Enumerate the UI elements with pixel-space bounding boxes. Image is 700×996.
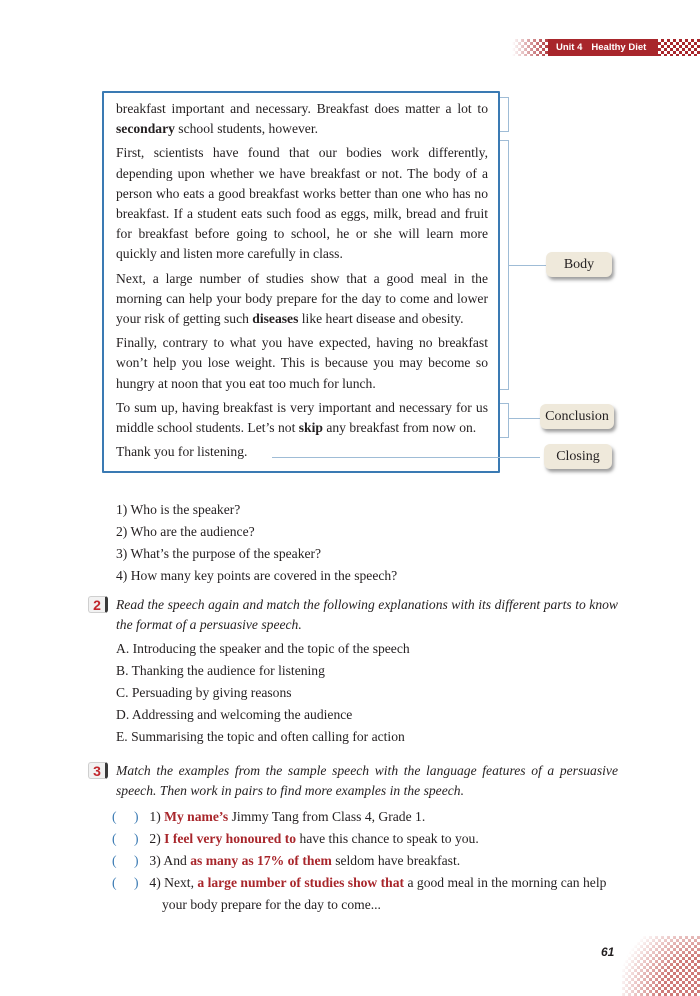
language-feature-examples	[112, 806, 622, 916]
intro-bracket	[500, 97, 509, 132]
speech-paragraph-intro-end	[116, 99, 488, 139]
unit-header-banner	[512, 39, 700, 56]
example-number: 2)	[149, 831, 161, 846]
question-item: 4) How many key points are covered in the speech?	[116, 568, 398, 583]
unit-label	[548, 39, 658, 56]
conclusion-bracket	[500, 403, 509, 438]
checker-decoration-left	[512, 39, 548, 56]
unit-number: Unit 4	[556, 42, 583, 53]
example-highlight: a large number of studies show that	[197, 875, 405, 890]
bold-word-diseases: diseases	[252, 311, 299, 327]
comprehension-questions	[116, 499, 397, 587]
text-segment: any breakfast from now on.	[322, 420, 477, 436]
text-segment: breakfast important and necessary. Breakfast does matter a lot to	[116, 101, 488, 116]
task-number-badge: 2	[88, 596, 108, 613]
unit-title: Healthy Diet	[591, 42, 647, 53]
text-segment: school students, however.	[174, 121, 318, 137]
answer-blank-close: )	[134, 831, 139, 846]
option-item: A. Introducing the speaker and the topic of the speech	[116, 641, 410, 656]
task-instruction: Read the speech again and match the following explanations with its different parts to know the format of a persuasive speech.	[116, 597, 618, 632]
task-instruction: Match the examples from the sample speech with the language features of a persuasive speech. Then work in pairs to find more examples in the speech.	[116, 763, 618, 798]
example-number: 3)	[149, 853, 161, 868]
option-item: B. Thanking the audience for listening	[116, 663, 325, 678]
example-highlight: My name’s	[164, 809, 229, 824]
example-row	[112, 828, 622, 850]
example-text: a good meal in the morning can help	[404, 875, 607, 890]
speech-paragraph-second-reason	[116, 269, 488, 330]
checker-decoration-right	[658, 39, 700, 56]
conclusion-connector-line	[509, 418, 540, 419]
body-tag: Body	[546, 252, 612, 277]
answer-blank-open[interactable]: (	[112, 831, 117, 846]
example-text: seldom have breakfast.	[331, 853, 461, 868]
text-segment: Thank you for listening.	[116, 444, 248, 460]
question-item: 2) Who are the audience?	[116, 524, 255, 539]
format-options-list	[116, 638, 410, 748]
example-number: 1)	[149, 809, 161, 824]
text-segment: To sum up, having breakfast is very important and necessary for us middle school students. Let’s not	[116, 399, 488, 436]
example-number: 4)	[149, 875, 161, 890]
example-row	[112, 872, 622, 894]
example-row-continuation: your body prepare for the day to come...	[162, 897, 381, 912]
example-row	[112, 850, 622, 872]
example-text: Next,	[164, 875, 198, 890]
answer-blank-open[interactable]: (	[112, 875, 117, 890]
task-number-badge: 3	[88, 762, 108, 779]
speech-paragraph-third-reason	[116, 333, 488, 394]
speech-paragraph-conclusion	[116, 398, 488, 438]
speech-text-box	[102, 91, 500, 473]
text-segment: First, scientists have found that our bodies work differently, depending upon whether we have breakfast or not. The body of a person who eats a good breakfast works better than one who has no breakfast. If a student eats such food as eggs, milk, bread and fruit for breakfast before going to school, he or she will learn more quickly and listen more carefully in class.	[116, 145, 488, 262]
example-text: Jimmy Tang from Class 4, Grade 1.	[228, 809, 426, 824]
answer-blank-open[interactable]: (	[112, 809, 117, 824]
option-item: C. Persuading by giving reasons	[116, 685, 292, 700]
question-item: 1) Who is the speaker?	[116, 502, 241, 517]
answer-blank-close: )	[134, 875, 139, 890]
conclusion-tag: Conclusion	[540, 404, 614, 429]
checker-decoration-corner	[622, 936, 700, 996]
closing-connector-line	[272, 457, 540, 458]
page-number: 61	[601, 945, 615, 959]
closing-tag: Closing	[544, 444, 612, 469]
answer-blank-close: )	[134, 809, 139, 824]
text-segment: Next, a large number of studies show that a good meal in the morning can help your body prepare for the day to come and lower your risk of getting such	[116, 270, 488, 327]
task-2	[88, 595, 618, 635]
body-bracket	[500, 140, 509, 390]
option-item: E. Summarising the topic and often calling for action	[116, 729, 405, 744]
body-connector-line	[509, 265, 547, 266]
option-item: D. Addressing and welcoming the audience	[116, 707, 353, 722]
example-text: And	[163, 853, 191, 868]
text-segment: like heart disease and obesity.	[298, 311, 464, 327]
bold-word-skip: skip	[298, 420, 323, 436]
question-item: 3) What’s the purpose of the speaker?	[116, 546, 322, 561]
bold-word-secondary: secondary	[116, 121, 175, 137]
answer-blank-open[interactable]: (	[112, 853, 117, 868]
speech-paragraph-closing	[116, 442, 488, 462]
task-3	[88, 761, 618, 801]
example-text: have this chance to speak to you.	[296, 831, 479, 846]
speech-paragraph-first-reason	[116, 143, 488, 264]
example-highlight: as many as 17% of them	[190, 853, 332, 868]
answer-blank-close: )	[134, 853, 139, 868]
text-segment: Finally, contrary to what you have expected, having no breakfast won’t help you lose weight. This is because you may become so hungry at noon that you eat too much for lunch.	[116, 335, 488, 391]
example-highlight: I feel very honoured to	[164, 831, 297, 846]
example-row	[112, 806, 622, 828]
